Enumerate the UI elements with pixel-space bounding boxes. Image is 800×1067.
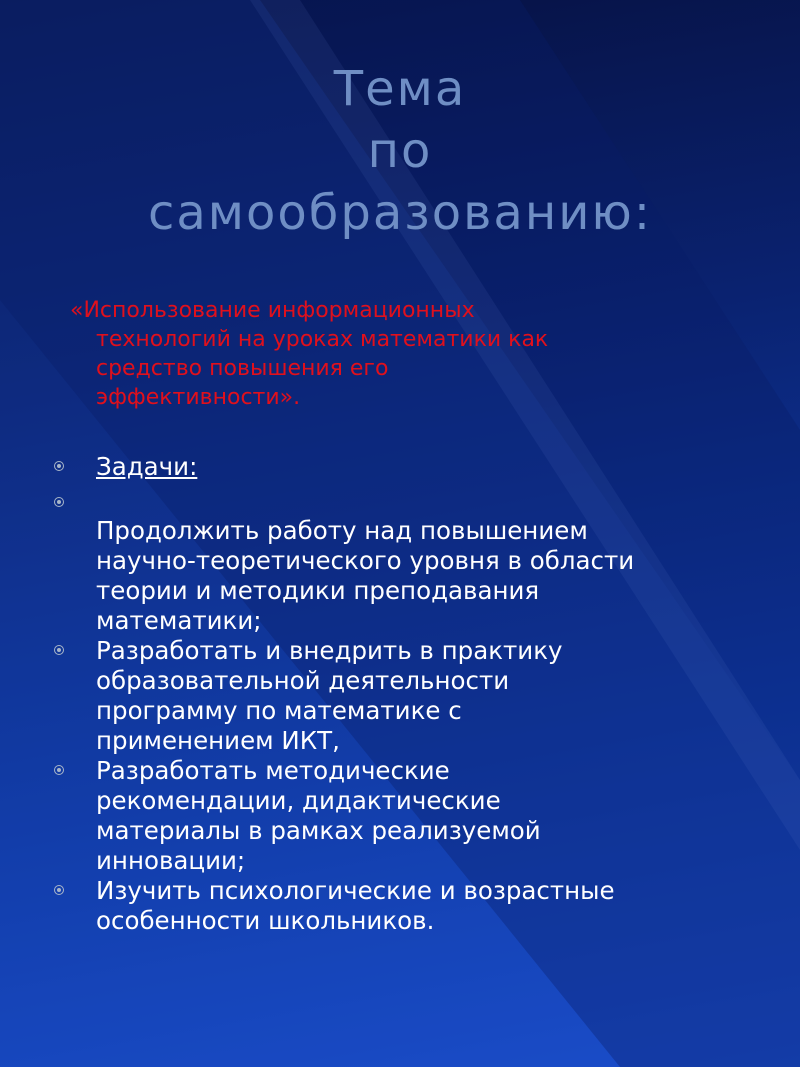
bullet-icon xyxy=(54,497,64,507)
slide-title xyxy=(0,58,800,244)
list-item-empty xyxy=(52,488,772,516)
list-item xyxy=(52,516,772,636)
list-item xyxy=(52,636,772,756)
task-line: применением ИКТ, xyxy=(96,726,340,755)
task-line: научно-теоретического уровня в области xyxy=(96,546,635,575)
task-line: инновации; xyxy=(96,846,246,875)
list-item xyxy=(52,452,772,482)
task-line: математики; xyxy=(96,606,262,635)
topic-quote xyxy=(70,296,710,412)
quote-line: средство повышения его xyxy=(96,356,389,381)
quote-line: технологий на уроках математики как xyxy=(96,327,549,352)
quote-line: эффективности». xyxy=(96,385,301,410)
bullet-icon xyxy=(54,765,64,775)
task-line: образовательной деятельности xyxy=(96,666,510,695)
task-line: особенности школьников. xyxy=(96,906,435,935)
title-line: самообразованию: xyxy=(148,185,652,241)
tasks-heading: Задачи: xyxy=(96,452,198,481)
task-line: рекомендации, дидактические xyxy=(96,786,501,815)
tasks-list xyxy=(52,452,772,936)
task-line: программу по математике с xyxy=(96,696,462,725)
task-line: Продолжить работу над повышением xyxy=(96,516,588,545)
bullet-icon xyxy=(54,461,64,471)
bullet-icon xyxy=(54,885,64,895)
quote-line: «Использование информационных xyxy=(70,298,475,323)
task-line: теории и методики преподавания xyxy=(96,576,540,605)
task-line: материалы в рамках реализуемой xyxy=(96,816,541,845)
list-item xyxy=(52,876,772,936)
title-line: Тема xyxy=(333,61,467,117)
task-line: Разработать и внедрить в практику xyxy=(96,636,563,665)
list-item xyxy=(52,756,772,876)
bullet-icon xyxy=(54,645,64,655)
task-line: Изучить психологические и возрастные xyxy=(96,876,615,905)
title-line: по xyxy=(367,123,433,179)
task-line: Разработать методические xyxy=(96,756,450,785)
